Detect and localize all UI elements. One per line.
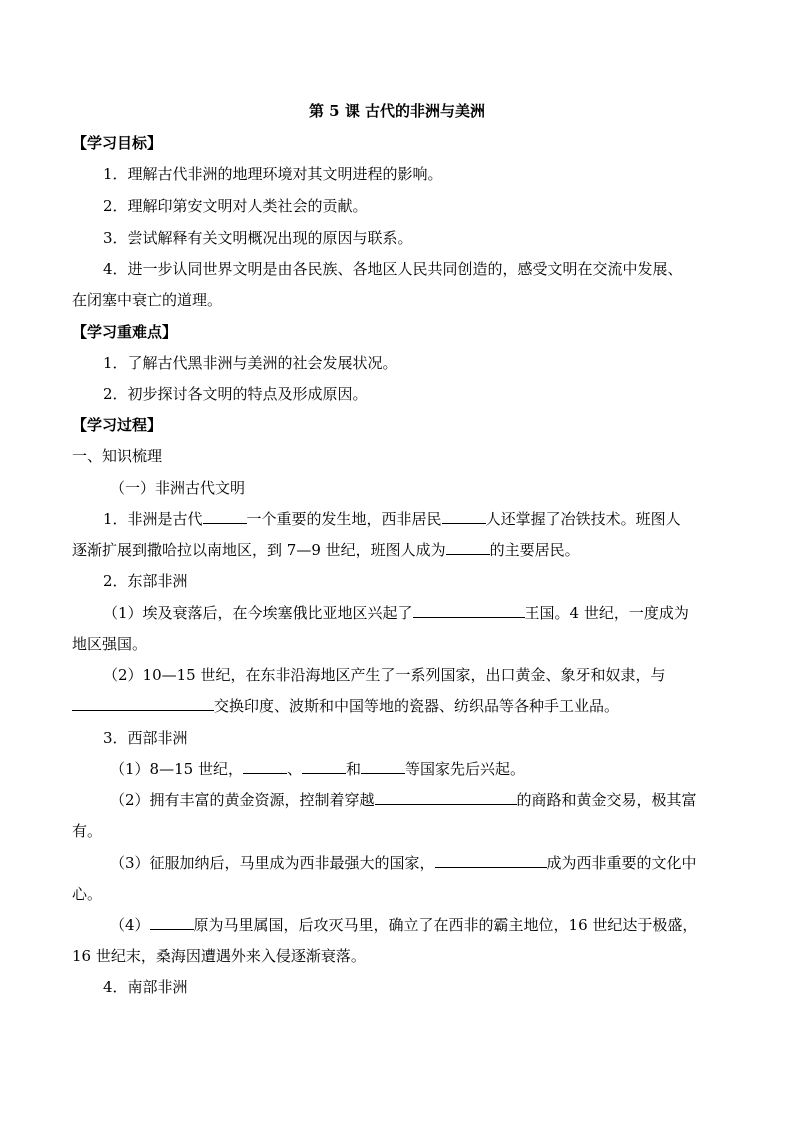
section-knowledge-review: 一、知识梳理 — [72, 447, 163, 465]
question-1-line-2: 逐渐扩展到撒哈拉以南地区，到 7—9 世纪，班图人成为 的主要居民。 — [72, 541, 580, 559]
keypoints-heading: 【学习重难点】 — [72, 323, 178, 341]
fill-blank[interactable] — [361, 759, 405, 774]
keypoint-item-1: 1．了解古代黑非洲与美洲的社会发展状况。 — [103, 354, 398, 372]
east-africa-item-1-continued: 地区强国。 — [72, 635, 148, 653]
subsection-africa: （一）非洲古代文明 — [110, 479, 246, 497]
objective-item-4-continued: 在闭塞中衰亡的道理。 — [72, 291, 223, 309]
west-africa-item-2-continued: 有。 — [72, 822, 103, 840]
keypoint-item-2: 2．初步探讨各文明的特点及形成原因。 — [103, 385, 368, 403]
objective-item-3: 3．尝试解释有关文明概况出现的原因与联系。 — [103, 229, 413, 247]
west-africa-item-4: （4） 原为马里属国，后攻灭马里，确立了在西非的霸主地位，16 世纪达于极盛， — [110, 916, 698, 934]
process-heading: 【学习过程】 — [72, 416, 163, 434]
west-africa-item-3-continued: 心。 — [72, 885, 103, 903]
objective-item-2: 2．理解印第安文明对人类社会的贡献。 — [103, 197, 368, 215]
east-africa-item-2: （2）10—15 世纪，在东非沿海地区产生了一系列国家，出口黄金、象牙和奴隶，与 — [103, 666, 666, 684]
west-africa-item-1: （1）8—15 世纪， 、 和 等国家先后兴起。 — [110, 760, 525, 778]
fill-blank[interactable] — [442, 509, 486, 524]
fill-blank[interactable] — [150, 915, 194, 930]
objective-item-1: 1．理解古代非洲的地理环境对其文明进程的影响。 — [103, 165, 443, 183]
south-africa-label: 4．南部非洲 — [103, 978, 188, 996]
objective-item-4: 4．进一步认同世界文明是由各民族、各地区人民共同创造的，感受文明在交流中发展、 — [103, 260, 683, 278]
fill-blank[interactable] — [446, 540, 490, 555]
fill-blank[interactable] — [72, 696, 214, 711]
fill-blank[interactable] — [243, 759, 287, 774]
fill-blank[interactable] — [435, 853, 547, 868]
fill-blank[interactable] — [375, 790, 517, 805]
west-africa-item-4-continued: 16 世纪末，桑海因遭遇外来入侵逐渐衰落。 — [72, 947, 366, 965]
lesson-title: 第 5 课 古代的非洲与美洲 — [308, 102, 486, 120]
east-africa-item-2-continued: 交换印度、波斯和中国等地的瓷器、纺织品等各种手工业品。 — [72, 696, 619, 716]
objectives-heading: 【学习目标】 — [72, 134, 163, 152]
east-africa-label: 2．东部非洲 — [103, 572, 188, 590]
fill-blank[interactable] — [302, 759, 346, 774]
west-africa-item-2: （2）拥有丰富的黄金资源，控制着穿越 的商路和黄金交易，极其富 — [110, 791, 697, 809]
question-1-line-1: 1．非洲是古代 一个重要的发生地，西非居民 人还掌握了冶铁技术。班图人 — [103, 510, 681, 528]
west-africa-label: 3．西部非洲 — [103, 729, 188, 747]
east-africa-item-1: （1）埃及衰落后，在今埃塞俄比亚地区兴起了 王国。4 世纪，一度成为 — [103, 604, 689, 622]
fill-blank[interactable] — [203, 509, 247, 524]
west-africa-item-3: （3）征服加纳后，马里成为西非最强大的国家， 成为西非重要的文化中 — [110, 854, 697, 872]
fill-blank[interactable] — [413, 603, 525, 618]
